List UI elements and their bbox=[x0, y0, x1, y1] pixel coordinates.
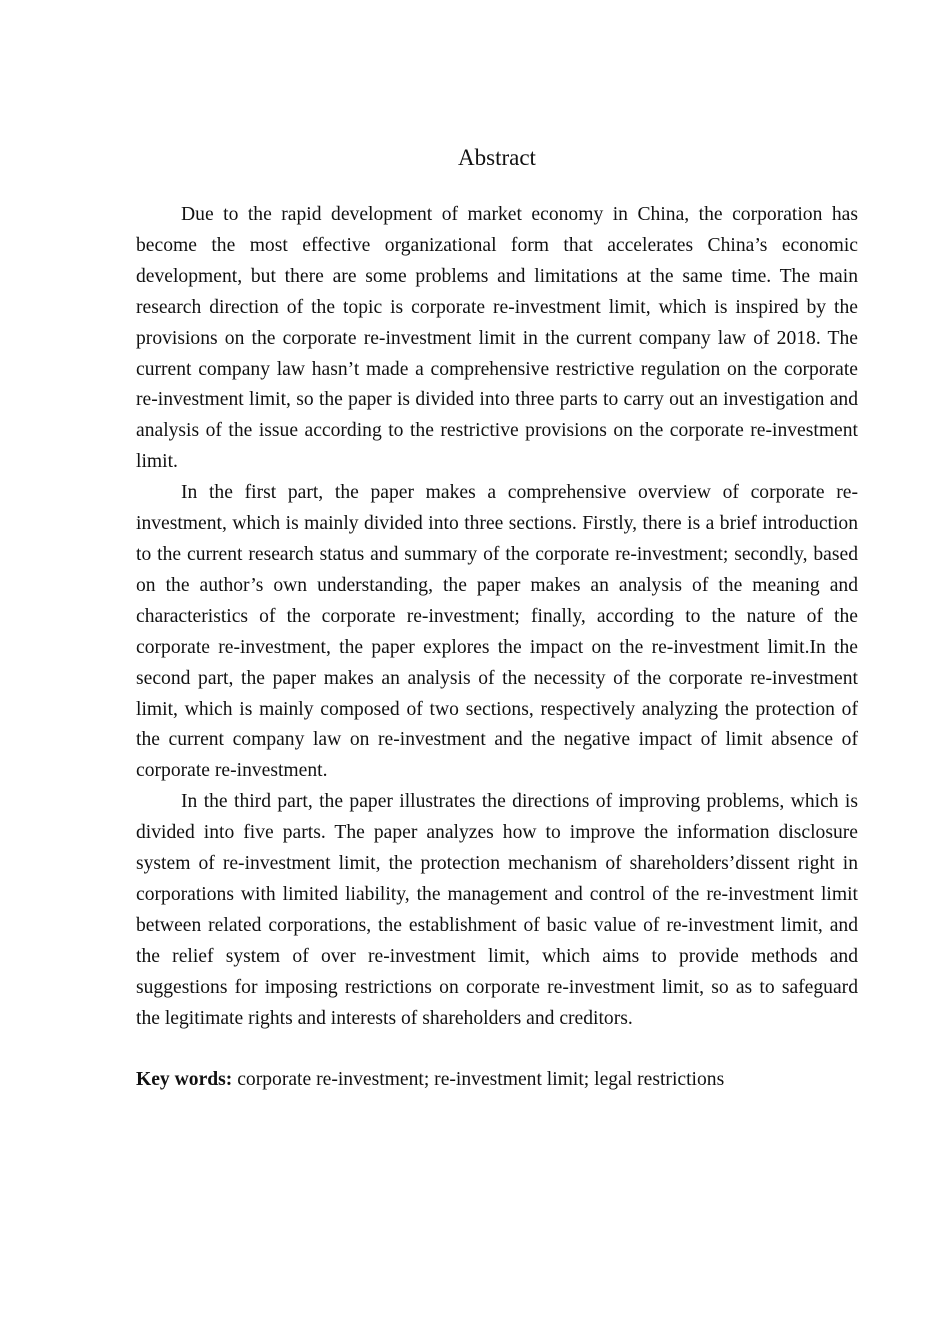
keywords-text: corporate re-investment; re-investment limit; legal restrictions bbox=[232, 1069, 725, 1091]
abstract-paragraph-1: Due to the rapid development of market economy in China, the corporation has become the most effective organizational form that accelerates China’s economic development, but there are some problems and limitations at the same time. The main research direction of the topic is corporate re-investment limit, which is inspired by the provisions on the corporate re-investment limit in the current company law of 2018. The current company law hasn’t made a comprehensive restrictive regulation on the corporate re-investment limit, so the paper is divided into three parts to carry out an investigation and analysis of the issue according to the restrictive provisions on the corporate re-investment limit. bbox=[136, 204, 858, 473]
abstract-page bbox=[136, 142, 858, 1096]
abstract-paragraph-2: In the first part, the paper makes a comprehensive overview of corporate re-investment, which is mainly divided into three sections. Firstly, there is a brief introduction to the current research status and summary of the corporate re-investment; secondly, based on the author’s own understanding, the paper makes an analysis of the meaning and characteristics of the corporate re-investment; finally, according to the nature of the corporate re-investment, the paper explores the impact on the re-investment limit.In the second part, the paper makes an analysis of the necessity of the corporate re-investment limit, which is mainly composed of two sections, respectively analyzing the protection of the current company law on re-investment and the negative impact of limit absence of corporate re-investment. bbox=[136, 482, 858, 782]
abstract-paragraph-3: In the third part, the paper illustrates the directions of improving problems, which is divided into five parts. The paper analyzes how to improve the information disclosure system of re-investment limit, the protection mechanism of shareholders’dissent right in corporations with limited liability, the management and control of the re-investment limit between related corporations, the establishment of basic value of re-investment limit, and the relief system of over re-investment limit, which aims to provide methods and suggestions for imposing restrictions on corporate re-investment limit, so as to safeguard the legitimate rights and interests of shareholders and creditors. bbox=[136, 791, 858, 1029]
keywords-label: Key words: bbox=[136, 1069, 233, 1091]
keywords-line bbox=[136, 1065, 858, 1096]
abstract-title: Abstract bbox=[458, 145, 536, 170]
